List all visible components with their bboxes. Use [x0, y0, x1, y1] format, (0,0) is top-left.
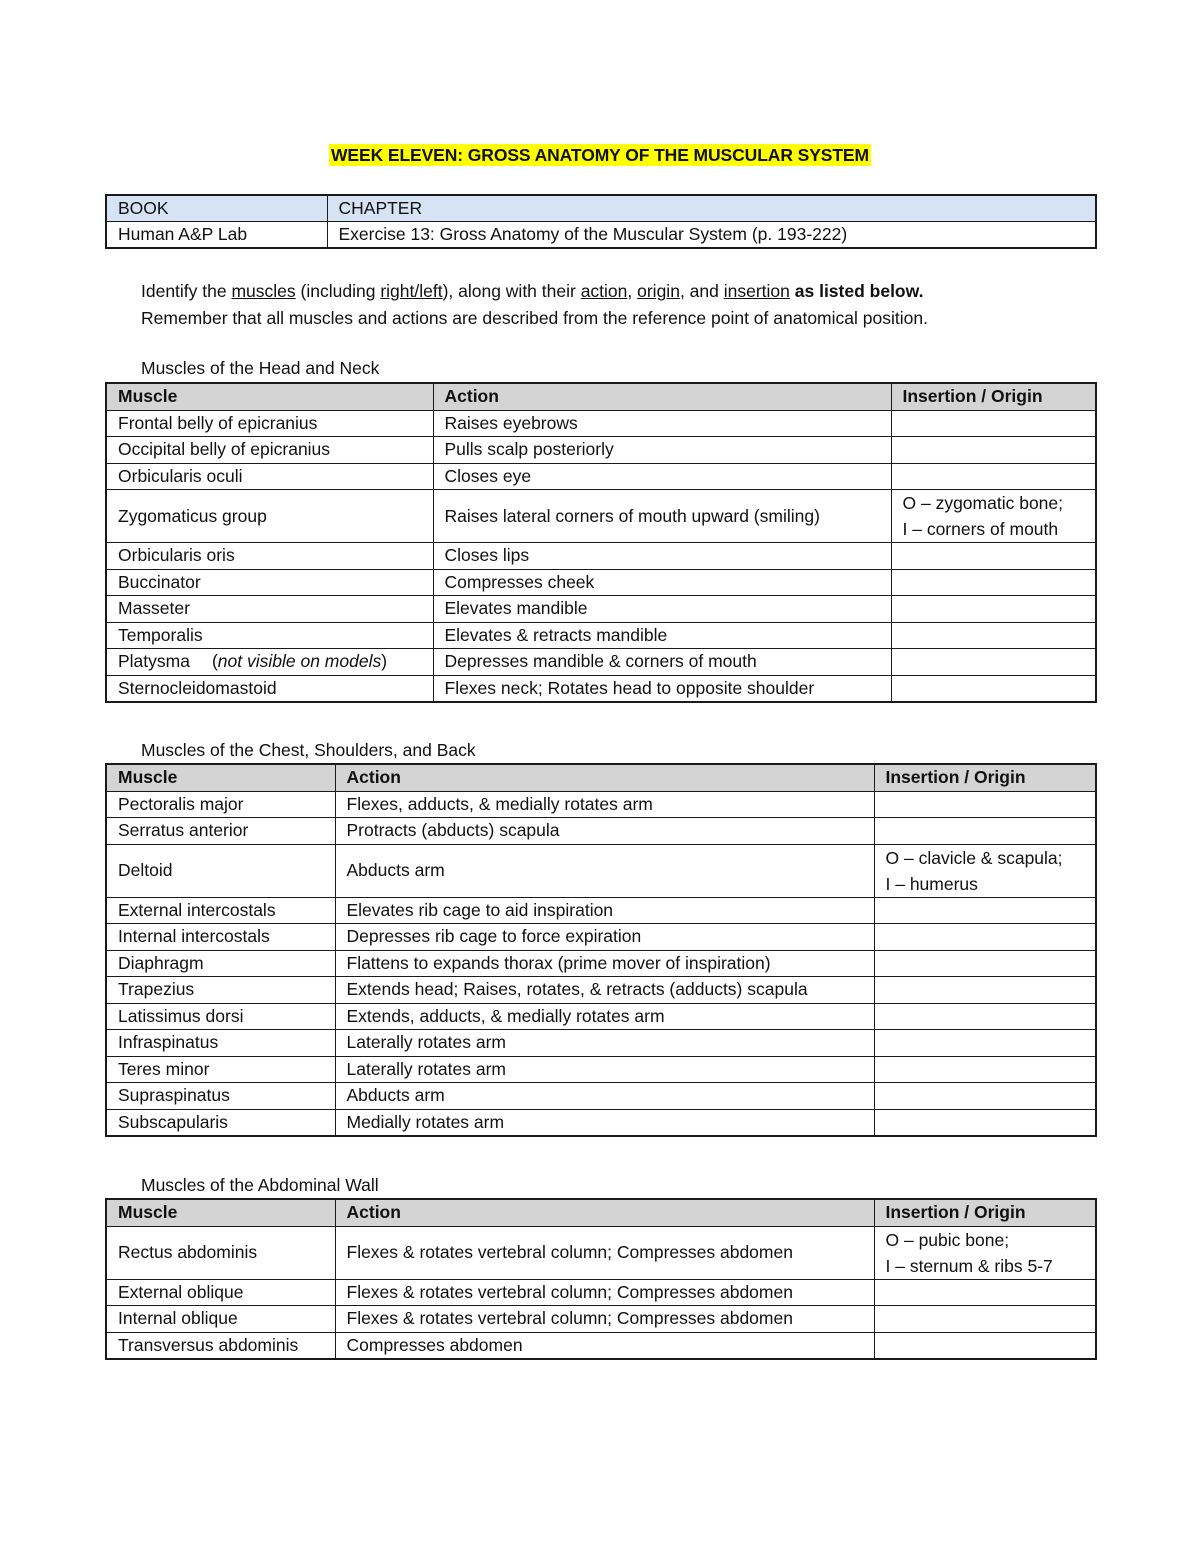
head-neck-caption: Muscles of the Head and Neck [141, 358, 380, 378]
table-row [106, 410, 1096, 437]
muscle-cell [106, 897, 335, 924]
insertion-origin-cell [874, 1306, 1096, 1333]
table-row [106, 543, 1096, 570]
muscle-name: Internal oblique [118, 1308, 238, 1329]
table-row [106, 897, 1096, 924]
table-row [106, 490, 1096, 543]
insertion-origin-cell [874, 1279, 1096, 1306]
insertion-origin-cell [874, 1030, 1096, 1057]
muscle-cell [106, 410, 433, 437]
table-row [106, 791, 1096, 818]
muscle-cell [106, 649, 433, 676]
muscle-cell [106, 1279, 335, 1306]
action-cell: Raises lateral corners of mouth upward (smiling) [433, 490, 891, 543]
insertion-origin-cell [874, 1109, 1096, 1136]
muscle-name: Transversus abdominis [118, 1334, 299, 1355]
muscle-cell [106, 1030, 335, 1057]
action-cell: Compresses abdomen [335, 1332, 874, 1359]
muscle-cell [106, 675, 433, 702]
insertion-origin-cell [874, 844, 1096, 897]
muscle-name: Orbicularis oris [118, 545, 235, 566]
insertion-origin-header: Insertion / Origin [891, 383, 1096, 410]
action-cell: Extends head; Raises, rotates, & retracts (adducts) scapula [335, 977, 874, 1004]
action-cell: Depresses rib cage to force expiration [335, 924, 874, 951]
book-table-row [106, 222, 1096, 249]
table-row [106, 977, 1096, 1004]
head-neck-table [105, 382, 1097, 703]
muscle-cell [106, 596, 433, 623]
muscle-name: Deltoid [118, 860, 173, 880]
instructions [141, 278, 928, 332]
action-cell: Pulls scalp posteriorly [433, 437, 891, 464]
action-cell: Closes eye [433, 463, 891, 490]
muscle-name: Zygomaticus group [118, 505, 267, 526]
muscle-cell [106, 490, 433, 543]
action-cell: Flattens to expands thorax (prime mover of inspiration) [335, 950, 874, 977]
book-table-header [106, 195, 1096, 222]
book-header: BOOK [106, 195, 327, 222]
muscle-name: Platysma [118, 651, 190, 672]
table-row [106, 1109, 1096, 1136]
muscle-cell [106, 924, 335, 951]
chapter-header: CHAPTER [327, 195, 1096, 222]
muscle-name: Infraspinatus [118, 1032, 219, 1053]
insertion-origin-cell [874, 1083, 1096, 1110]
muscle-name: Trapezius [118, 979, 195, 1000]
table-row [106, 1083, 1096, 1110]
insertion-origin-cell [891, 463, 1096, 490]
muscle-cell [106, 463, 433, 490]
muscle-name: Frontal belly of epicranius [118, 412, 318, 433]
table-row [106, 1030, 1096, 1057]
table-row [106, 924, 1096, 951]
table-row [106, 622, 1096, 649]
muscle-name: Supraspinatus [118, 1085, 230, 1106]
muscle-cell [106, 818, 335, 845]
insertion-origin-cell [891, 543, 1096, 570]
instructions-line-2: Remember that all muscles and actions are described from the reference point of anatomical position. [141, 308, 928, 328]
insertion-origin-cell [874, 1056, 1096, 1083]
table-row [106, 1056, 1096, 1083]
insertion-text: I – humerus [885, 873, 978, 894]
insertion-origin-cell [874, 977, 1096, 1004]
muscle-name: Serratus anterior [118, 820, 249, 841]
action-cell: Depresses mandible & corners of mouth [433, 649, 891, 676]
table-row [106, 818, 1096, 845]
insertion-origin-cell [874, 818, 1096, 845]
table-row [106, 1306, 1096, 1333]
action-cell: Abducts arm [335, 1083, 874, 1110]
muscle-name: External intercostals [118, 899, 276, 920]
muscle-name: External oblique [118, 1281, 244, 1302]
muscle-name: Pectoralis major [118, 793, 244, 814]
action-cell: Flexes, adducts, & medially rotates arm [335, 791, 874, 818]
insertion-origin-cell [874, 791, 1096, 818]
muscle-name: Temporalis [118, 624, 203, 645]
insertion-origin-cell [891, 490, 1096, 543]
chapter-cell: Exercise 13: Gross Anatomy of the Muscular System (p. 193-222) [327, 222, 1096, 249]
action-cell: Closes lips [433, 543, 891, 570]
table-row [106, 675, 1096, 702]
action-cell: Protracts (abducts) scapula [335, 818, 874, 845]
insertion-origin-header: Insertion / Origin [874, 764, 1096, 791]
muscle-cell [106, 1056, 335, 1083]
action-cell: Flexes neck; Rotates head to opposite shoulder [433, 675, 891, 702]
book-cell: Human A&P Lab [106, 222, 327, 249]
table-row [106, 950, 1096, 977]
table-row [106, 1003, 1096, 1030]
insertion-origin-cell [891, 569, 1096, 596]
muscle-cell [106, 622, 433, 649]
muscle-cell [106, 1306, 335, 1333]
muscle-header: Muscle [106, 383, 433, 410]
muscle-cell [106, 1226, 335, 1279]
table-row [106, 569, 1096, 596]
muscle-name: Rectus abdominis [118, 1242, 258, 1262]
action-cell: Medially rotates arm [335, 1109, 874, 1136]
insertion-origin-cell [891, 649, 1096, 676]
chest-caption: Muscles of the Chest, Shoulders, and Back [141, 740, 476, 760]
action-cell: Raises eyebrows [433, 410, 891, 437]
muscle-cell [106, 1332, 335, 1359]
table-header-row [106, 764, 1096, 791]
title-wrap [0, 144, 1200, 166]
chest-table [105, 763, 1097, 1137]
page-title: WEEK ELEVEN: GROSS ANATOMY OF THE MUSCULAR SYSTEM [331, 145, 869, 165]
muscle-name: Subscapularis [118, 1111, 228, 1132]
muscle-name: Orbicularis oculi [118, 465, 243, 486]
insertion-origin-cell [891, 437, 1096, 464]
insertion-origin-cell [891, 622, 1096, 649]
muscle-cell [106, 1083, 335, 1110]
table-row [106, 649, 1096, 676]
action-header: Action [433, 383, 891, 410]
instructions-line-1: Identify the muscles (including right/left), along with their action, origin, and insertion as listed below. [141, 281, 924, 301]
table-row [106, 1226, 1096, 1279]
insertion-text: I – sternum & ribs 5-7 [885, 1255, 1053, 1276]
table-row [106, 596, 1096, 623]
insertion-origin-header: Insertion / Origin [874, 1199, 1096, 1226]
action-cell: Laterally rotates arm [335, 1030, 874, 1057]
book-table [105, 194, 1097, 249]
insertion-origin-cell [874, 924, 1096, 951]
muscle-header: Muscle [106, 1199, 335, 1226]
action-header: Action [335, 764, 874, 791]
muscle-name: Sternocleidomastoid [118, 677, 277, 698]
muscle-cell [106, 569, 433, 596]
origin-text: O – pubic bone; [885, 1229, 1010, 1250]
insertion-origin-cell [891, 675, 1096, 702]
action-cell: Elevates & retracts mandible [433, 622, 891, 649]
muscle-cell [106, 543, 433, 570]
muscle-cell [106, 791, 335, 818]
muscle-name: Buccinator [118, 571, 201, 592]
muscle-cell [106, 950, 335, 977]
insertion-origin-cell [874, 897, 1096, 924]
action-cell: Flexes & rotates vertebral column; Compresses abdomen [335, 1226, 874, 1279]
action-cell: Extends, adducts, & medially rotates arm [335, 1003, 874, 1030]
table-row [106, 463, 1096, 490]
action-cell: Elevates mandible [433, 596, 891, 623]
table-row [106, 437, 1096, 464]
table-header-row [106, 1199, 1096, 1226]
origin-text: O – clavicle & scapula; [885, 847, 1063, 868]
table-row [106, 1332, 1096, 1359]
insertion-origin-cell [874, 1332, 1096, 1359]
action-cell: Laterally rotates arm [335, 1056, 874, 1083]
origin-text: O – zygomatic bone; [902, 493, 1063, 513]
action-cell: Flexes & rotates vertebral column; Compresses abdomen [335, 1279, 874, 1306]
muscle-cell [106, 977, 335, 1004]
insertion-origin-cell [874, 1003, 1096, 1030]
insertion-origin-cell [891, 410, 1096, 437]
action-cell: Abducts arm [335, 844, 874, 897]
muscle-name: Diaphragm [118, 952, 204, 973]
table-row [106, 844, 1096, 897]
abdominal-caption: Muscles of the Abdominal Wall [141, 1175, 379, 1195]
muscle-note: (not visible on models) [211, 651, 388, 672]
table-row [106, 1279, 1096, 1306]
muscle-cell [106, 1109, 335, 1136]
muscle-header: Muscle [106, 764, 335, 791]
muscle-name: Masseter [118, 598, 190, 619]
action-cell: Flexes & rotates vertebral column; Compresses abdomen [335, 1306, 874, 1333]
muscle-name: Occipital belly of epicranius [118, 439, 331, 460]
muscle-name: Latissimus dorsi [118, 1005, 244, 1026]
muscle-name: Teres minor [118, 1058, 210, 1079]
muscle-cell [106, 437, 433, 464]
muscle-cell [106, 1003, 335, 1030]
action-header: Action [335, 1199, 874, 1226]
insertion-origin-cell [874, 950, 1096, 977]
abdominal-table [105, 1198, 1097, 1360]
muscle-cell [106, 844, 335, 897]
muscle-name: Internal intercostals [118, 926, 270, 947]
insertion-text: I – corners of mouth [902, 519, 1059, 539]
insertion-origin-cell [891, 596, 1096, 623]
action-cell: Elevates rib cage to aid inspiration [335, 897, 874, 924]
insertion-origin-cell [874, 1226, 1096, 1279]
action-cell: Compresses cheek [433, 569, 891, 596]
table-header-row [106, 383, 1096, 410]
